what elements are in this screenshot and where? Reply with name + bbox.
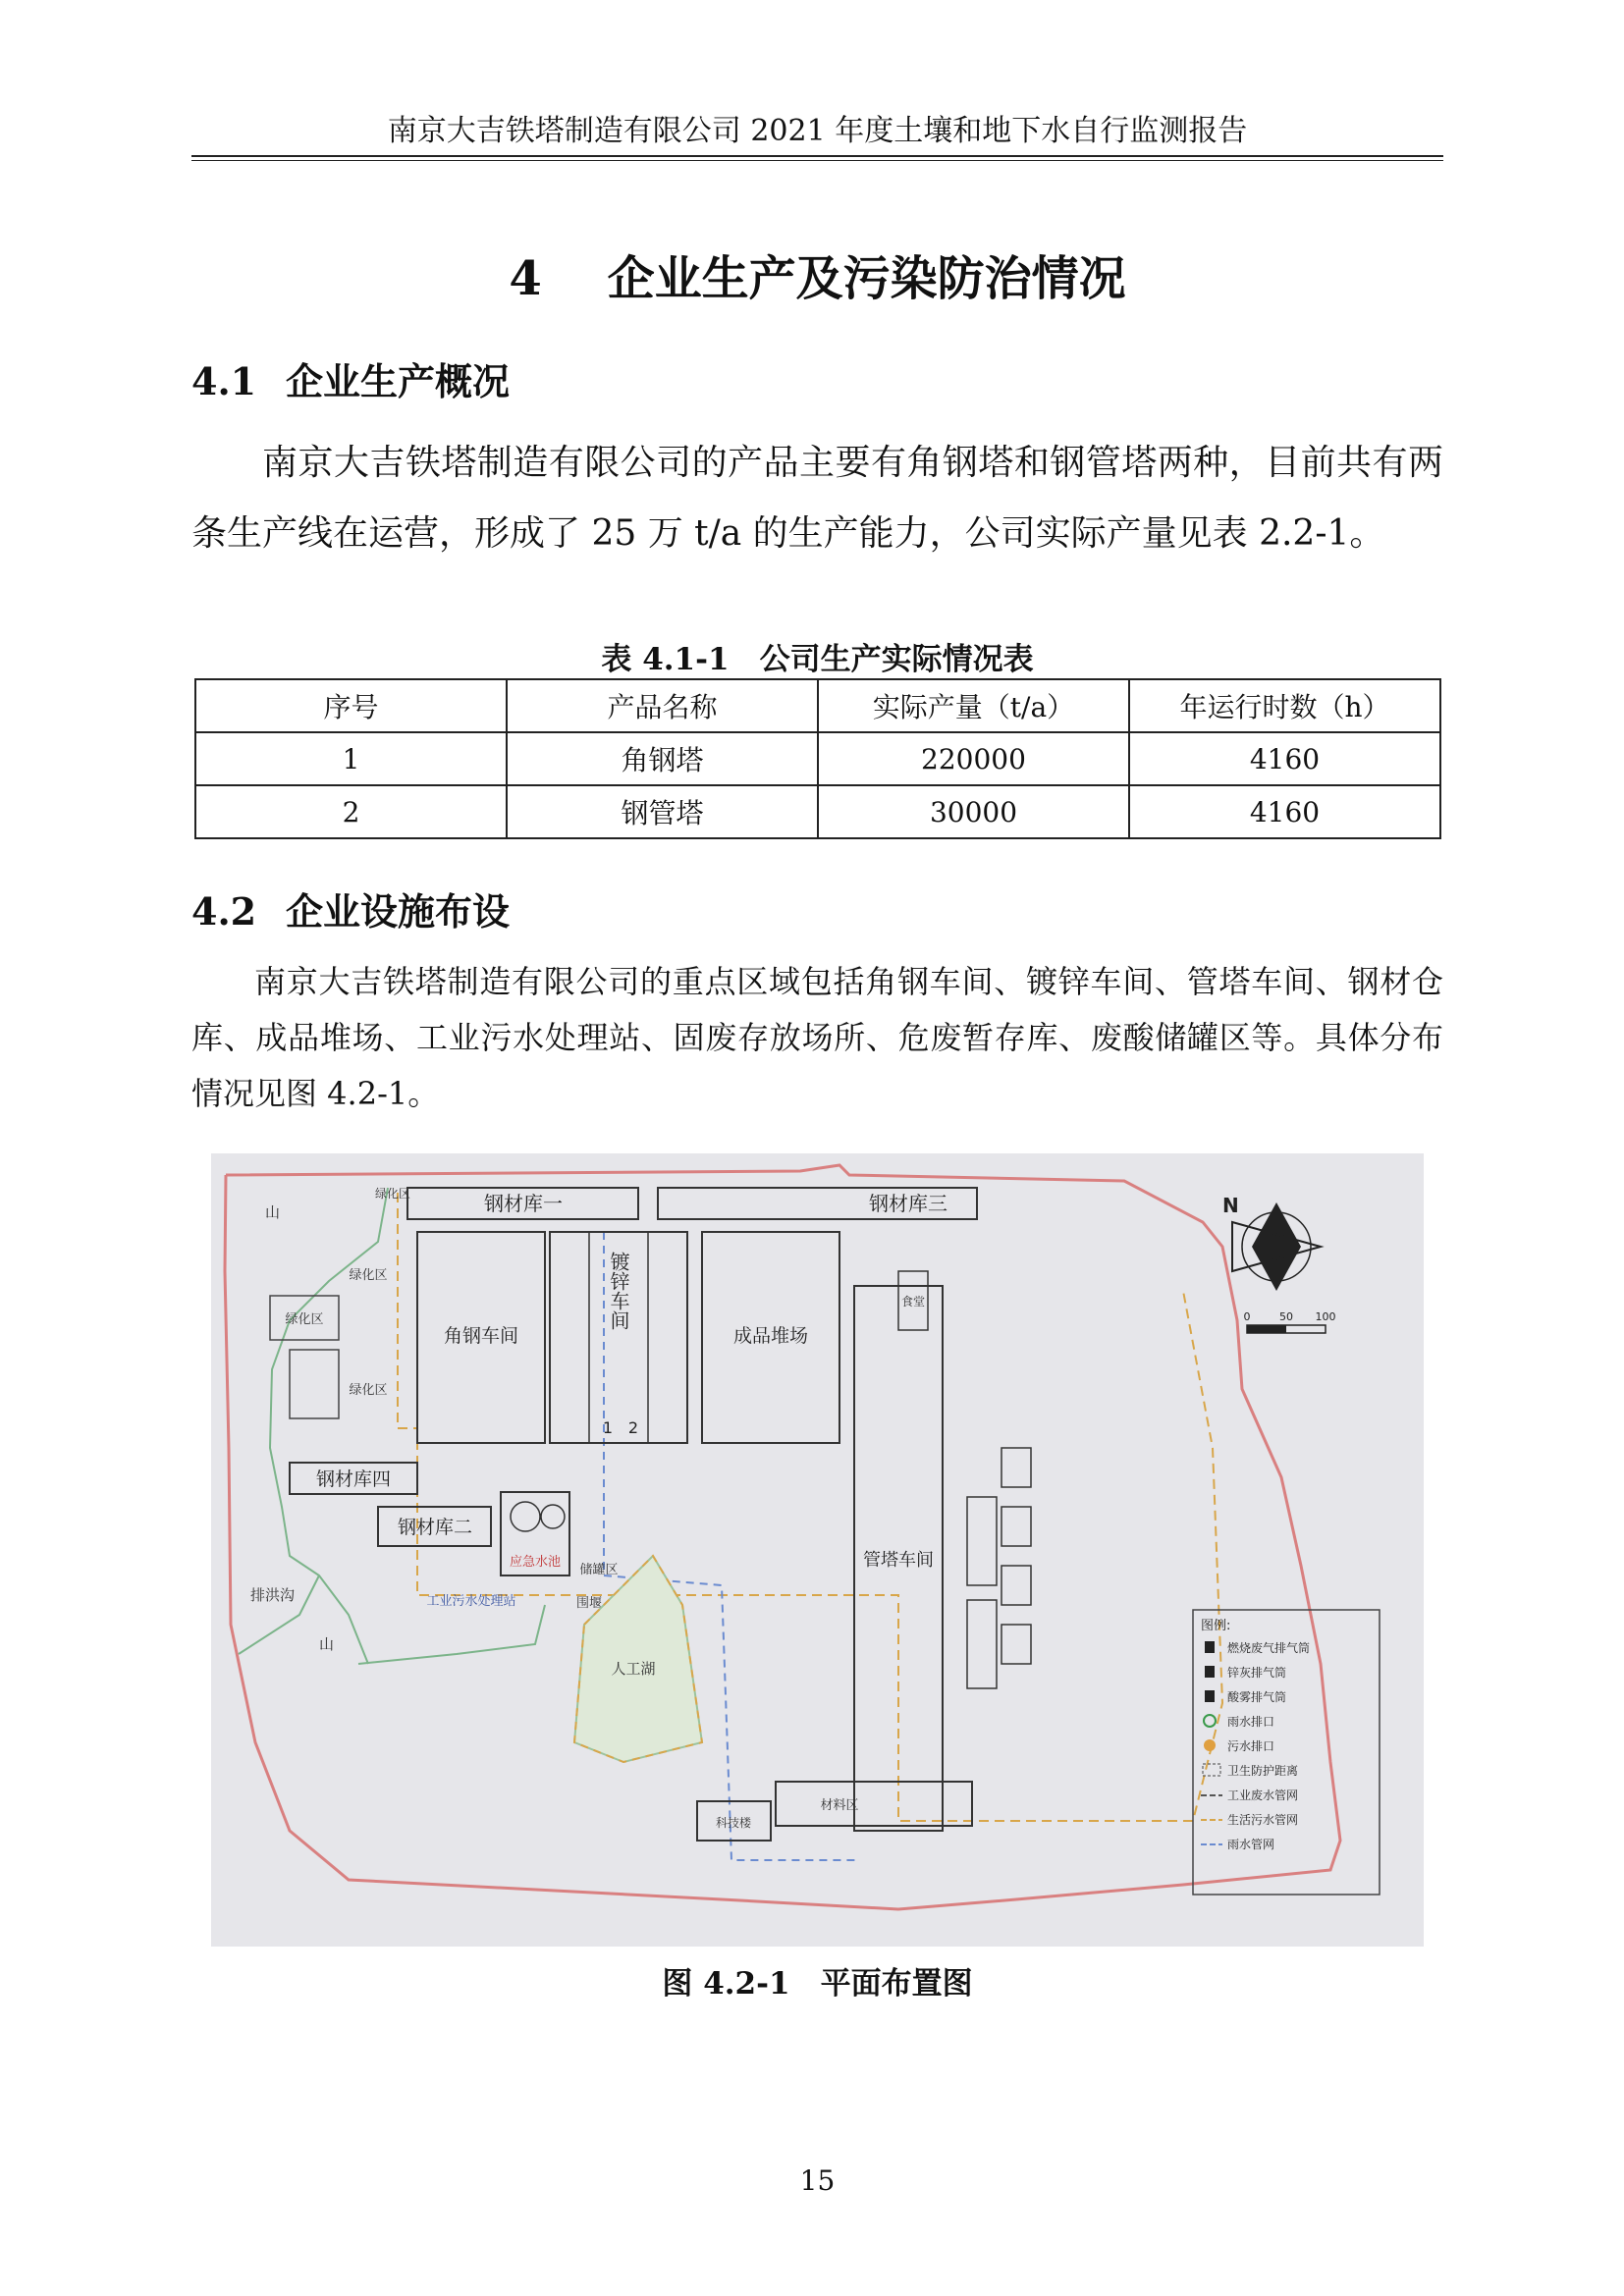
table-caption: 表 4.1-1 公司生产实际情况表 bbox=[601, 642, 1034, 677]
table-cell: 4160 bbox=[1129, 785, 1440, 838]
warehouse-2-label: 钢材库二 bbox=[397, 1517, 473, 1538]
svg-text:雨水排口: 雨水排口 bbox=[1227, 1715, 1275, 1729]
svg-text:卫生防护距离: 卫生防护距离 bbox=[1227, 1764, 1299, 1778]
chapter-title: 企业生产及污染防治情况 bbox=[607, 251, 1126, 306]
compass-north-label: N bbox=[1222, 1194, 1239, 1217]
table-row bbox=[195, 732, 1440, 785]
table-cell: 1 bbox=[195, 732, 507, 785]
green-area-label: 绿化区 bbox=[374, 1187, 411, 1201]
page-header: 南京大吉铁塔制造有限公司 2021 年度土壤和地下水自行监测报告 bbox=[387, 114, 1248, 148]
table-cell: 角钢塔 bbox=[507, 732, 818, 785]
scale-label-100: 100 bbox=[1315, 1310, 1336, 1323]
svg-text:污水排口: 污水排口 bbox=[1227, 1739, 1275, 1753]
svg-text:雨水管网: 雨水管网 bbox=[1227, 1838, 1275, 1851]
scale-bar-fill bbox=[1247, 1325, 1286, 1333]
sewage-outlet-icon bbox=[1204, 1739, 1216, 1751]
angle-workshop-label: 角钢车间 bbox=[443, 1325, 519, 1347]
exhaust-stack-icon bbox=[1205, 1641, 1215, 1653]
wastewater-station-label: 工业污水处理站 bbox=[426, 1594, 516, 1609]
table-header-cell: 实际产量（t/a） bbox=[818, 679, 1129, 732]
section-4-2-paragraph: 南京大吉铁塔制造有限公司的重点区域包括角钢车间、镀锌车间、管塔车间、钢材仓库、成品堆场、工业污水处理站、固废存放场所、危废暂存库、废酸储罐区等。具体分布情况见图 4.2-1。 bbox=[191, 963, 1443, 1112]
product-yard-label: 成品堆场 bbox=[732, 1325, 809, 1347]
table-header-cell: 序号 bbox=[195, 679, 507, 732]
table-row bbox=[195, 785, 1440, 838]
table-cell: 30000 bbox=[818, 785, 1129, 838]
figure-background bbox=[211, 1153, 1424, 1947]
scale-label-0: 0 bbox=[1243, 1310, 1251, 1323]
section-heading-4-1 bbox=[191, 351, 510, 405]
green-area-label: 绿化区 bbox=[285, 1312, 324, 1327]
chapter-number: 4 bbox=[509, 251, 542, 306]
tank-area-label: 储罐区 bbox=[579, 1563, 619, 1577]
sci-building-label: 科技楼 bbox=[715, 1816, 752, 1830]
table-cell: 钢管塔 bbox=[507, 785, 818, 838]
section-title: 企业生产概况 bbox=[286, 359, 511, 403]
warehouse-3-label: 钢材库三 bbox=[869, 1192, 947, 1215]
section-heading-4-2 bbox=[191, 881, 510, 935]
material-area-label: 材料区 bbox=[820, 1798, 859, 1813]
galvanizing-workshop-label: 镀锌车间 bbox=[607, 1252, 630, 1330]
svg-text:燃烧废气排气筒: 燃烧废气排气筒 bbox=[1227, 1641, 1311, 1655]
zinc-stack-icon bbox=[1205, 1666, 1215, 1678]
section-4-1-paragraph: 南京大吉铁塔制造有限公司的产品主要有角钢塔和钢管塔两种，目前共有两条生产线在运营，形成了 25 万 t/a 的生产能力，公司实际产量见表 2.2-1。 bbox=[191, 443, 1443, 554]
canteen-label: 食堂 bbox=[900, 1295, 926, 1308]
acid-stack-icon bbox=[1205, 1690, 1215, 1702]
section-title: 企业设施布设 bbox=[286, 889, 511, 934]
header-rule-thin bbox=[191, 160, 1443, 161]
chapter-heading bbox=[191, 240, 1443, 308]
svg-text:酸雾排气筒: 酸雾排气筒 bbox=[1227, 1690, 1287, 1704]
table-header-cell: 产品名称 bbox=[507, 679, 818, 732]
table-cell: 4160 bbox=[1129, 732, 1440, 785]
warehouse-1-label: 钢材库一 bbox=[484, 1192, 563, 1215]
svg-text:工业废水管网: 工业废水管网 bbox=[1227, 1789, 1299, 1802]
figure-caption: 图 4.2-1 平面布置图 bbox=[662, 1966, 973, 2002]
mountain-label-bottom: 山 bbox=[319, 1635, 335, 1653]
table-header-row bbox=[195, 679, 1440, 732]
page-number: 15 bbox=[799, 2164, 836, 2197]
artificial-lake-label: 人工湖 bbox=[611, 1660, 656, 1678]
mountain-label-top: 山 bbox=[265, 1203, 281, 1221]
cofferdam-label: 围堰 bbox=[575, 1596, 603, 1611]
line-1-label: 1 bbox=[602, 1418, 614, 1437]
section-number: 4.1 bbox=[191, 359, 257, 403]
emergency-pool-label: 应急水池 bbox=[509, 1555, 562, 1570]
scale-label-50: 50 bbox=[1279, 1310, 1293, 1323]
site-layout-figure bbox=[211, 1153, 1424, 1947]
warehouse-4-label: 钢材库四 bbox=[315, 1468, 392, 1490]
header-rule bbox=[191, 155, 1443, 157]
table-header-cell: 年运行时数（h） bbox=[1129, 679, 1440, 732]
line-2-label: 2 bbox=[627, 1418, 639, 1437]
table-cell: 2 bbox=[195, 785, 507, 838]
legend-title: 图例: bbox=[1201, 1619, 1231, 1633]
production-table bbox=[194, 678, 1441, 839]
svg-text:锌灰排气筒: 锌灰排气筒 bbox=[1227, 1666, 1287, 1680]
section-number: 4.2 bbox=[191, 889, 257, 934]
green-area-label: 绿化区 bbox=[349, 1383, 388, 1398]
site-plan-drawing bbox=[211, 1153, 1424, 1947]
drain-ditch-label: 排洪沟 bbox=[250, 1586, 296, 1604]
green-area-label: 绿化区 bbox=[349, 1268, 388, 1283]
svg-text:生活污水管网: 生活污水管网 bbox=[1227, 1813, 1299, 1827]
table-cell: 220000 bbox=[818, 732, 1129, 785]
tube-workshop-label: 管塔车间 bbox=[863, 1550, 934, 1571]
